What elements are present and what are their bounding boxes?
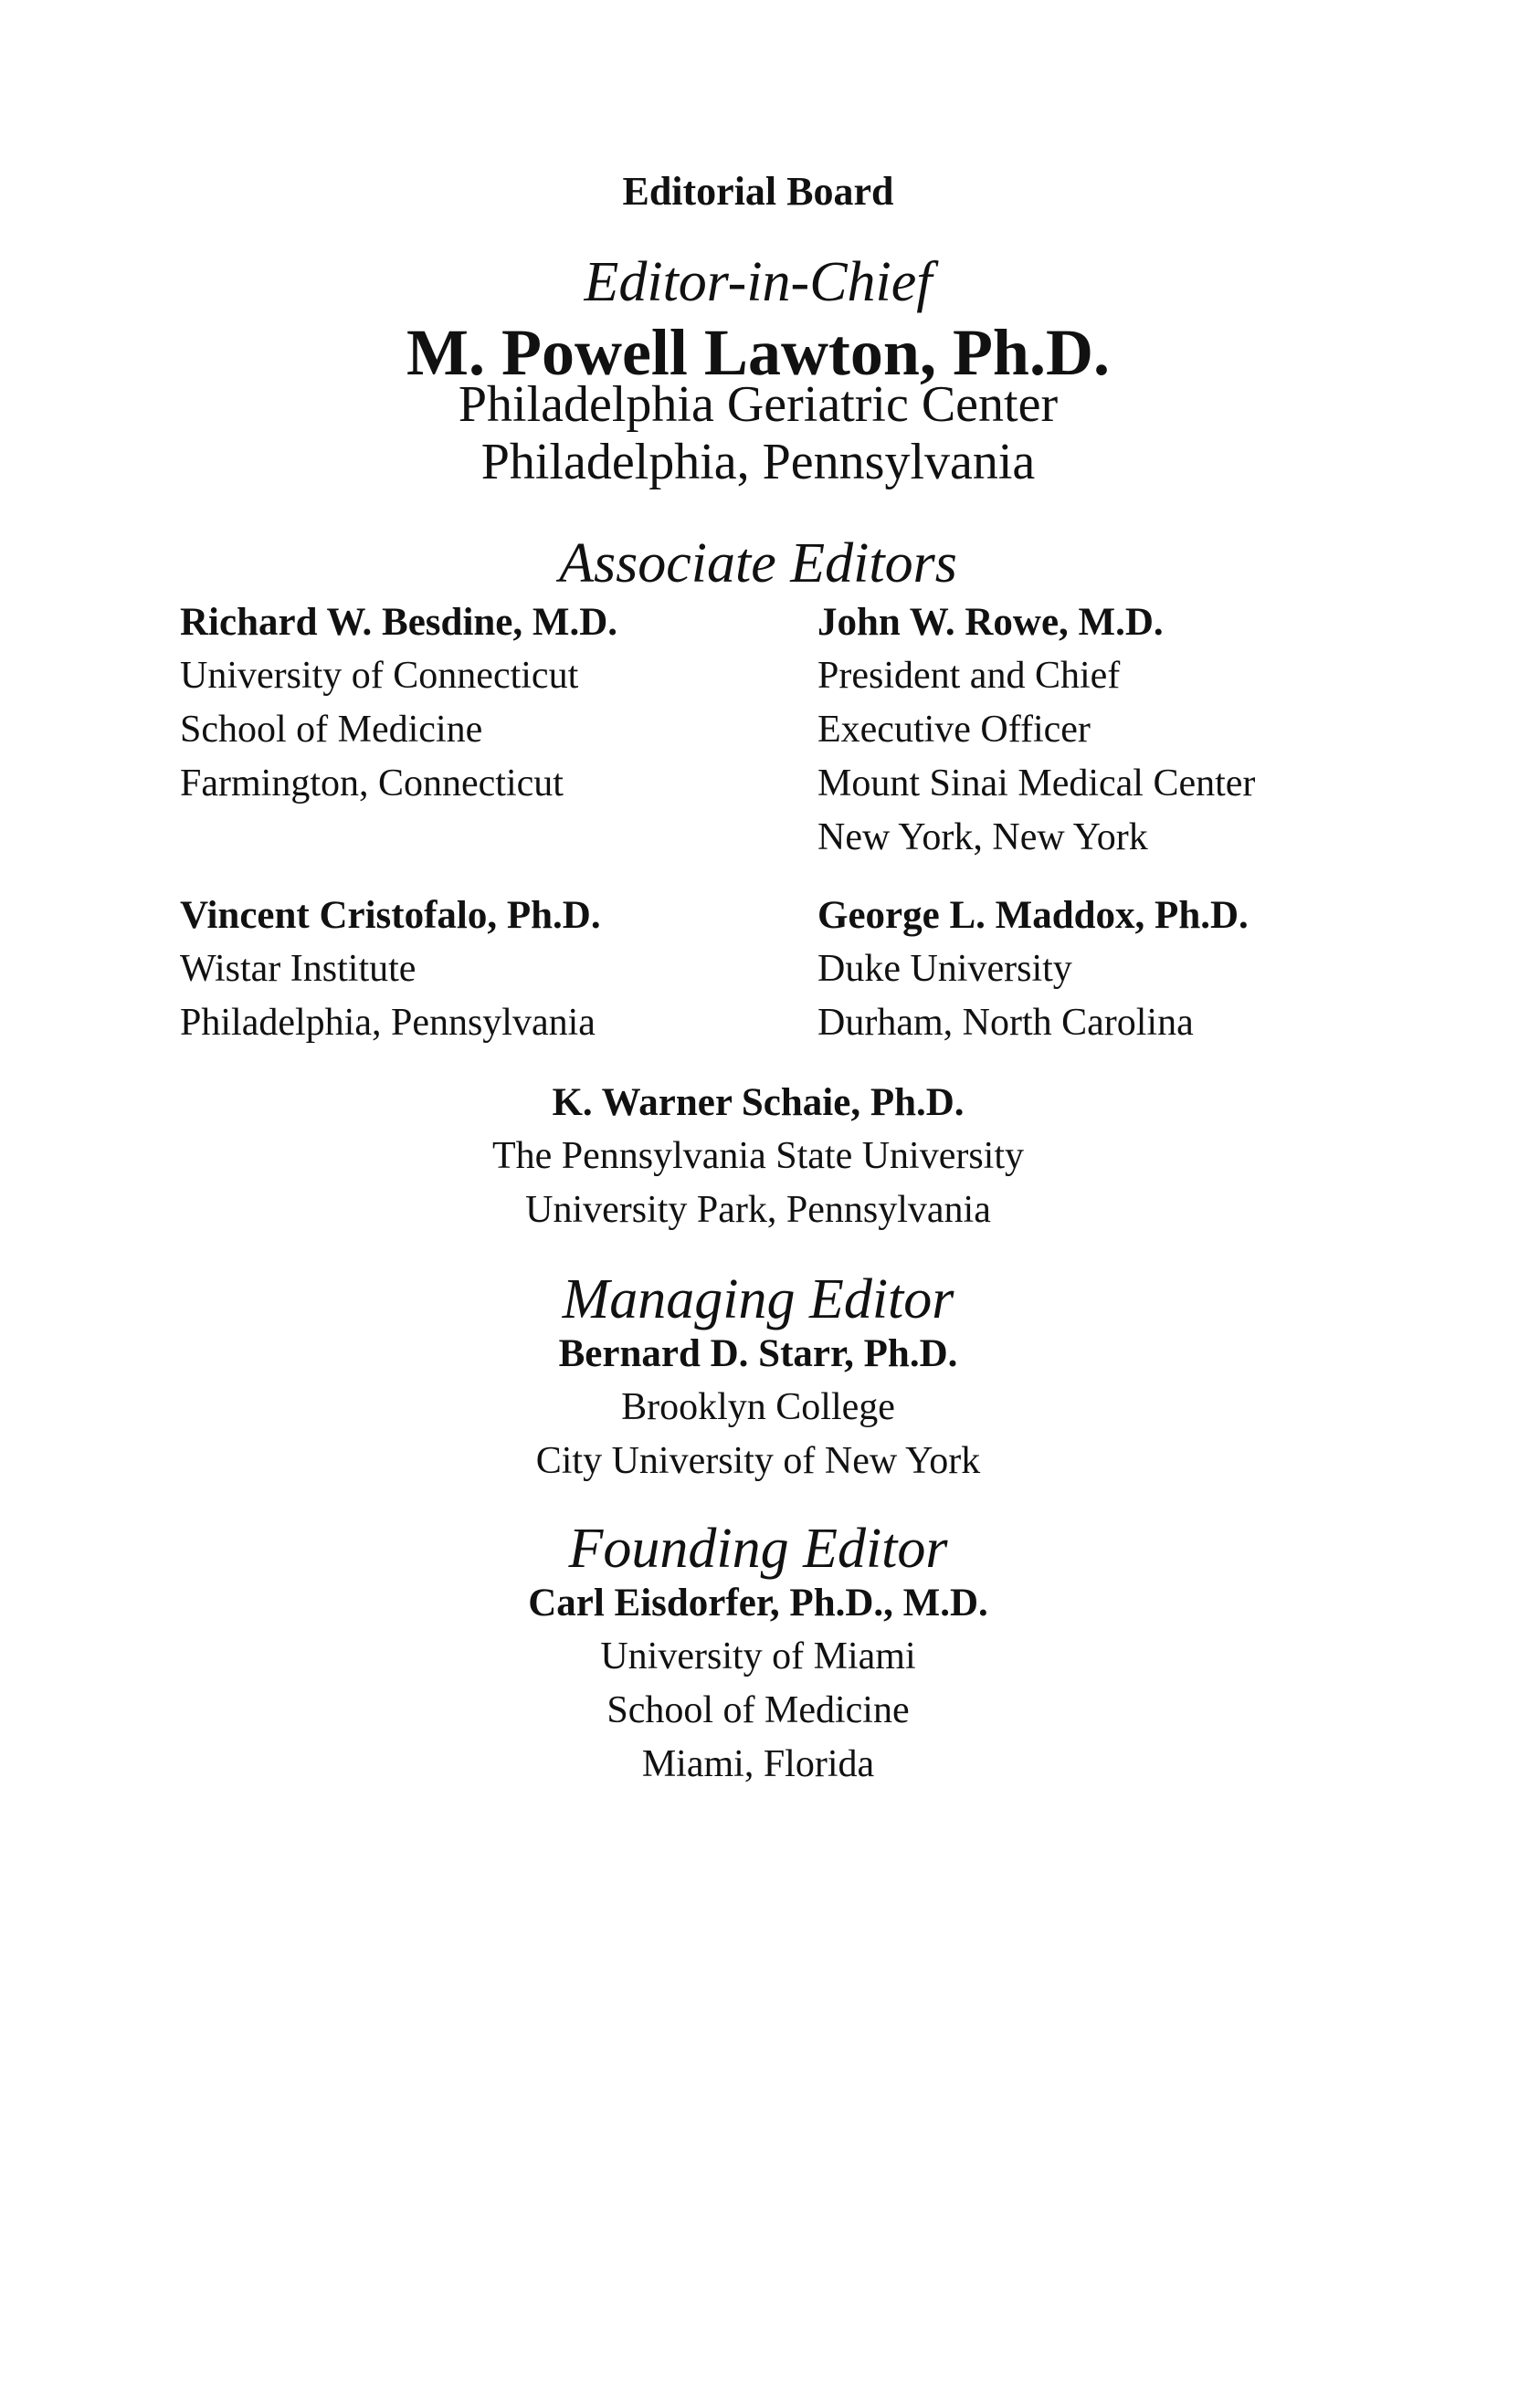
affiliation-line: Philadelphia, Pennsylvania — [180, 1002, 596, 1044]
editor-name: K. Warner Schaie, Ph.D. — [552, 1081, 965, 1124]
associate-editor-cristofalo — [180, 889, 601, 1050]
affiliation-line: Philadelphia Geriatric Center — [458, 376, 1059, 433]
affiliation-line: President and Chief — [817, 655, 1121, 697]
editor-in-chief-heading: Editor-in-Chief — [584, 251, 933, 313]
editor-name: Vincent Cristofalo, Ph.D. — [180, 894, 601, 937]
affiliation-line: Executive Officer — [817, 709, 1091, 751]
editor-in-chief-name: M. Powell Lawton, Ph.D. — [406, 316, 1110, 389]
affiliation-line: Philadelphia, Pennsylvania — [480, 434, 1036, 491]
affiliation-line: City University of New York — [535, 1440, 981, 1482]
founding-editor-heading: Founding Editor — [568, 1518, 948, 1580]
affiliation-line: University of Miami — [600, 1635, 916, 1677]
affiliation-line: Brooklyn College — [621, 1386, 895, 1428]
editor-name: John W. Rowe, M.D. — [817, 601, 1164, 644]
associate-editor-schaie — [0, 1076, 1516, 1237]
affiliation-line: School of Medicine — [180, 709, 483, 751]
associate-editors-heading: Associate Editors — [559, 532, 957, 594]
affiliation-line: Farmington, Connecticut — [180, 762, 564, 804]
affiliation-line: Durham, North Carolina — [817, 1002, 1194, 1044]
affiliation-line: University Park, Pennsylvania — [525, 1189, 991, 1231]
affiliation-line: School of Medicine — [606, 1689, 910, 1731]
managing-editor-heading: Managing Editor — [562, 1268, 954, 1330]
affiliation-line: New York, New York — [817, 816, 1148, 858]
editor-in-chief-affiliation — [0, 376, 1516, 492]
associate-editor-besdine — [180, 595, 617, 811]
founding-editor — [0, 1576, 1516, 1792]
editor-name: Carl Eisdorfer, Ph.D., M.D. — [528, 1582, 988, 1625]
editor-name: Bernard D. Starr, Ph.D. — [558, 1332, 958, 1375]
managing-editor — [0, 1327, 1516, 1488]
editor-name: Richard W. Besdine, M.D. — [180, 601, 618, 644]
affiliation-line: Mount Sinai Medical Center — [817, 762, 1256, 804]
affiliation-line: Duke University — [817, 948, 1072, 990]
affiliation-line: Miami, Florida — [641, 1743, 875, 1785]
affiliation-line: The Pennsylvania State University — [491, 1135, 1025, 1177]
board-title: Editorial Board — [622, 169, 894, 214]
associate-editor-rowe — [817, 595, 1255, 865]
affiliation-line: Wistar Institute — [180, 948, 417, 990]
associate-editor-maddox — [817, 889, 1249, 1050]
affiliation-line: University of Connecticut — [180, 655, 579, 697]
editor-name: George L. Maddox, Ph.D. — [817, 894, 1249, 937]
